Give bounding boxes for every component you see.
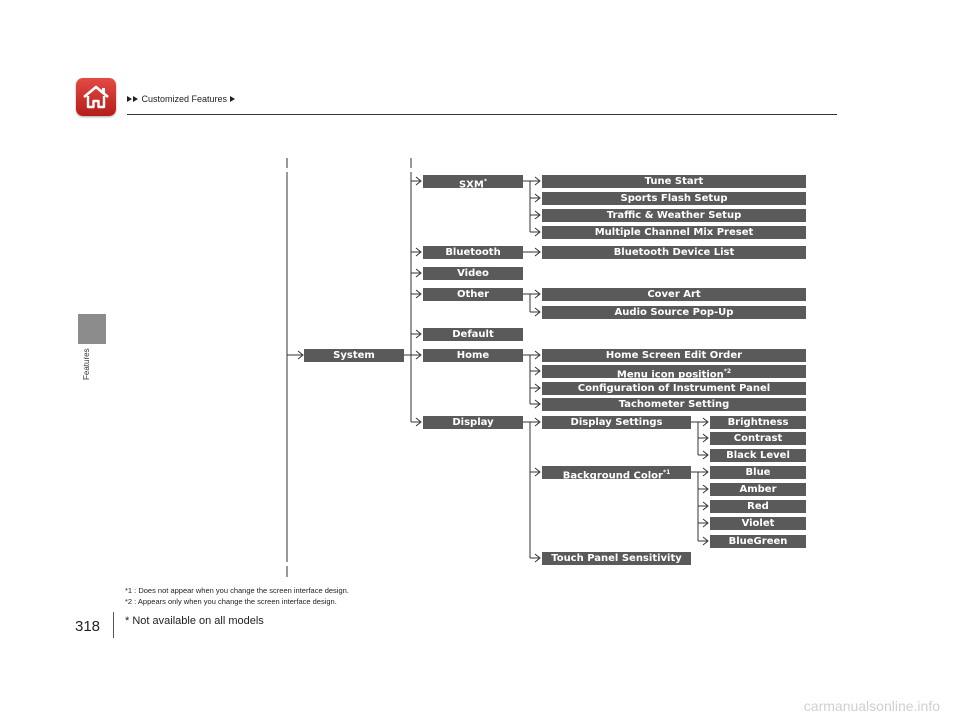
watermark: carmanualsonline.info: [803, 698, 940, 714]
menu-node-traffic-weather-setup: Traffic & Weather Setup: [542, 209, 806, 222]
menu-node-bluegreen: BlueGreen: [710, 535, 806, 548]
menu-node-display: Display: [423, 416, 523, 429]
menu-node-system: System: [304, 349, 404, 362]
menu-node-audio-source-popup: Audio Source Pop-Up: [542, 306, 806, 319]
breadcrumb-section[interactable]: Customized Features: [141, 94, 228, 104]
menu-node-violet: Violet: [710, 517, 806, 530]
menu-node-home: Home: [423, 349, 523, 362]
menu-node-brightness: Brightness: [710, 416, 806, 429]
menu-node-contrast: Contrast: [710, 432, 806, 445]
footnote-1: *1 : Does not appear when you change the screen interface design.: [125, 586, 349, 595]
sidebar-section-label: Features: [82, 348, 91, 380]
menu-node-tune-start: Tune Start: [542, 175, 806, 188]
menu-node-default: Default: [423, 328, 523, 341]
menu-node-black-level: Black Level: [710, 449, 806, 462]
menu-node-bluetooth: Bluetooth: [423, 246, 523, 259]
availability-note: * Not available on all models: [125, 615, 264, 627]
menu-node-bluetooth-device-list: Bluetooth Device List: [542, 246, 806, 259]
menu-node-tachometer-setting: Tachometer Setting: [542, 398, 806, 411]
menu-node-cover-art: Cover Art: [542, 288, 806, 301]
menu-node-background-color: Background Color$^{*1}$: [542, 466, 691, 479]
menu-node-multiple-channel-mix-preset: Multiple Channel Mix Preset: [542, 226, 806, 239]
footnote-2: *2 : Appears only when you change the screen interface design.: [125, 597, 337, 606]
menu-node-touch-panel-sensitivity: Touch Panel Sensitivity: [542, 552, 691, 565]
menu-node-other: Other: [423, 288, 523, 301]
menu-node-menu-icon-position: Menu icon position$^{*2}$: [542, 365, 806, 378]
menu-node-home-screen-edit-order: Home Screen Edit Order: [542, 349, 806, 362]
page-number: 318: [75, 618, 101, 635]
menu-node-sxm: SXM*: [423, 175, 523, 188]
menu-node-amber: Amber: [710, 483, 806, 496]
menu-node-blue: Blue: [710, 466, 806, 479]
menu-node-video: Video: [423, 267, 523, 280]
menu-node-config-instrument-panel: Configuration of Instrument Panel: [542, 382, 806, 395]
footer-divider: [113, 612, 114, 638]
menu-node-display-settings: Display Settings: [542, 416, 691, 429]
menu-node-sports-flash-setup: Sports Flash Setup: [542, 192, 806, 205]
menu-node-red: Red: [710, 500, 806, 513]
